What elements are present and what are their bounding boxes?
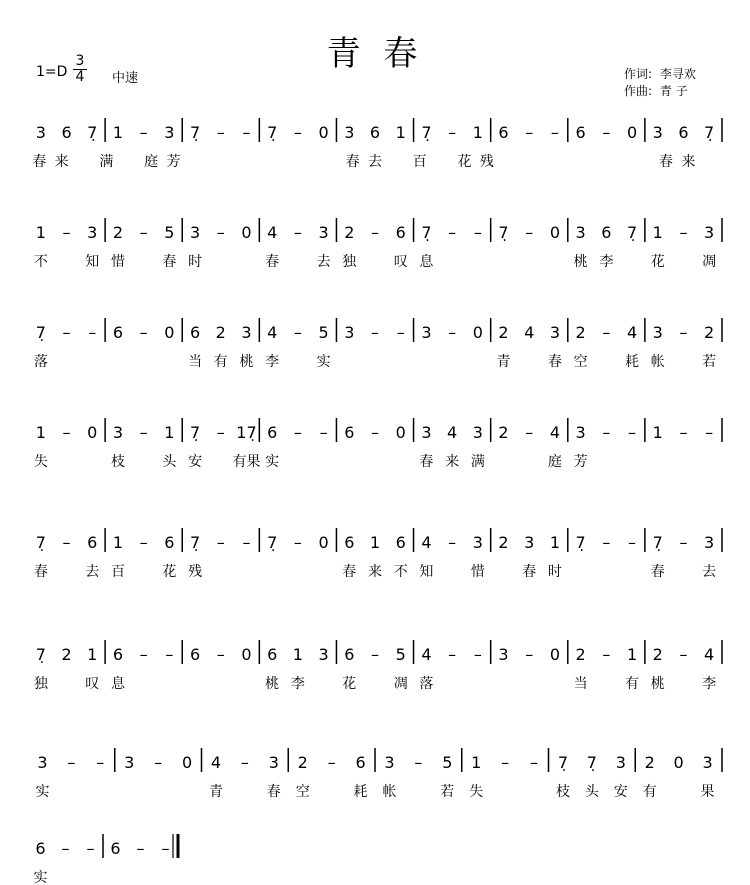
note: 2: [61, 645, 72, 664]
note: 3: [575, 423, 586, 442]
lyric-syllable: 有: [213, 354, 228, 370]
note: 7̣: [421, 123, 432, 142]
note: 2: [575, 323, 586, 342]
note: 6: [267, 645, 278, 664]
lyric-syllable: 当: [573, 676, 588, 692]
note: 3: [702, 753, 713, 772]
note: 3: [524, 533, 535, 552]
lyric-syllable: 耗: [625, 354, 640, 370]
note: 0: [395, 423, 406, 442]
note: 3: [384, 753, 395, 772]
note: 0: [241, 223, 252, 242]
lyric-syllable: 安: [613, 784, 628, 800]
note: 3: [268, 753, 279, 772]
lyric-syllable: 来: [681, 154, 696, 170]
dash-mark: –: [216, 123, 225, 142]
lyric-syllable: 花: [457, 154, 472, 170]
lyric-syllable: 春: [162, 254, 177, 270]
lyric-syllable: 去: [85, 564, 100, 580]
lyric-syllable: 芳: [166, 154, 181, 170]
dash-mark: –: [161, 839, 170, 858]
lyric-syllable: 春: [522, 564, 537, 580]
dash-mark: –: [448, 645, 457, 664]
page-title: 青 春: [326, 34, 424, 74]
lyric-syllable: 头: [584, 784, 599, 800]
note: 4: [421, 645, 432, 664]
lyric-syllable: 去: [702, 564, 717, 580]
note: 3: [318, 645, 329, 664]
staff-row: [32, 118, 722, 170]
note: 2: [704, 323, 715, 342]
lyric-syllable: 帐: [382, 784, 397, 800]
lyric-syllable: 息: [419, 254, 434, 270]
note: 3: [421, 423, 432, 442]
dash-mark: –: [414, 753, 423, 772]
composer-role: 作曲:: [624, 84, 653, 98]
dash-mark: –: [525, 423, 534, 442]
lyric-syllable: 庭: [547, 454, 562, 470]
lyric-syllable: 桃: [573, 254, 588, 270]
lyric-syllable: 来: [54, 154, 69, 170]
dash-mark: –: [525, 645, 534, 664]
note: 2: [112, 223, 124, 242]
dash-mark: –: [86, 839, 95, 858]
note: 6: [344, 423, 355, 442]
lyric-syllable: 春: [265, 254, 280, 270]
note: 6: [267, 423, 278, 442]
dash-mark: –: [448, 123, 457, 142]
lyric-syllable: 春: [266, 784, 281, 800]
lyric-syllable: 凋: [702, 254, 717, 270]
note: 3: [472, 533, 483, 552]
key-signature: 1=D: [36, 64, 68, 80]
dash-mark: –: [139, 223, 148, 242]
lyric-syllable: 果: [700, 784, 715, 800]
lyric-syllable: 头: [162, 454, 177, 470]
note: 4: [524, 323, 535, 342]
dash-mark: –: [530, 753, 539, 772]
note: 3: [344, 323, 355, 342]
lyric-syllable: 时: [547, 564, 562, 580]
note: 0: [472, 323, 483, 342]
note: 6: [35, 839, 46, 858]
dash-mark: –: [154, 753, 163, 772]
note: 3: [164, 123, 175, 142]
note: 4: [549, 423, 561, 442]
note: 7̣: [189, 423, 201, 442]
dash-mark: –: [293, 323, 302, 342]
lyric-syllable: 知: [419, 564, 434, 580]
note: 7̣: [586, 753, 597, 772]
dash-mark: –: [371, 223, 379, 242]
dash-mark: –: [139, 533, 148, 552]
lyric-syllable: 花: [342, 676, 357, 692]
note: 3: [112, 423, 124, 442]
note: 7̣: [421, 223, 432, 242]
dash-mark: –: [61, 839, 70, 858]
note: 6: [395, 533, 406, 552]
lyric-syllable: 知: [85, 254, 100, 270]
note: 0: [87, 423, 98, 442]
note: 17̣: [236, 423, 257, 442]
note: 7̣: [498, 223, 509, 242]
dash-mark: –: [319, 423, 328, 442]
note: 1: [87, 645, 98, 664]
dash-mark: –: [62, 323, 71, 342]
lyric-syllable: 实: [35, 784, 50, 800]
note: 0: [181, 753, 193, 772]
note: 4: [704, 645, 715, 664]
note: 3: [189, 223, 201, 242]
note: 3: [652, 323, 663, 342]
staff-row: [34, 418, 722, 470]
note: 1: [112, 123, 124, 142]
staff-row: [34, 318, 722, 370]
lyric-syllable: 不: [393, 564, 408, 580]
lyric-syllable: 春: [345, 154, 360, 170]
lyric-syllable: 李: [290, 676, 305, 692]
lyric-syllable: 当: [188, 354, 203, 370]
lyric-syllable: 李: [702, 676, 717, 692]
note: 1: [626, 645, 638, 664]
note: 1: [472, 123, 483, 142]
dash-mark: –: [165, 645, 174, 664]
dash-mark: –: [602, 533, 611, 552]
note: 6: [112, 645, 124, 664]
lyric-syllable: 满: [99, 154, 114, 170]
dash-mark: –: [602, 423, 611, 442]
lyric-syllable: 满: [470, 454, 485, 470]
dash-mark: –: [242, 123, 251, 142]
note: 6: [575, 123, 586, 142]
dash-mark: –: [62, 533, 71, 552]
note: 3: [549, 323, 561, 342]
dash-mark: –: [679, 423, 688, 442]
note: 7̣: [575, 533, 586, 552]
note: 2: [297, 753, 308, 772]
note: 2: [652, 645, 663, 664]
lyric-syllable: 花: [162, 564, 177, 580]
dash-mark: –: [679, 533, 688, 552]
note: 7̣: [87, 123, 98, 142]
dash-mark: –: [371, 423, 379, 442]
note: 3: [498, 645, 509, 664]
dash-mark: –: [216, 645, 225, 664]
note: 3: [472, 423, 483, 442]
note: 3: [241, 323, 252, 342]
dash-mark: –: [602, 645, 611, 664]
lyric-syllable: 桃: [265, 676, 280, 692]
dash-mark: –: [216, 423, 225, 442]
note: 3: [318, 223, 329, 242]
lyric-syllable: 枝: [555, 784, 570, 800]
note: 3: [344, 123, 355, 142]
dash-mark: –: [602, 123, 611, 142]
dash-mark: –: [88, 323, 97, 342]
note: 5: [318, 323, 329, 342]
lyric-syllable: 残: [188, 564, 203, 580]
note: 2: [344, 223, 355, 242]
staff-row: [34, 218, 722, 270]
lyric-syllable: 百: [412, 154, 427, 170]
lyric-syllable: 有: [625, 676, 640, 692]
lyric-syllable: 春: [342, 564, 357, 580]
note: 5: [395, 645, 406, 664]
note: 0: [626, 123, 638, 142]
note: 2: [498, 533, 509, 552]
note: 3: [575, 223, 586, 242]
dash-mark: –: [679, 323, 688, 342]
lyric-syllable: 青: [496, 354, 511, 370]
dash-mark: –: [473, 645, 482, 664]
note: 0: [673, 753, 684, 772]
dash-mark: –: [67, 753, 76, 772]
lyric-syllable: 李: [265, 354, 280, 370]
note: 2: [498, 323, 509, 342]
staff-row: [34, 640, 722, 692]
note: 3: [35, 123, 46, 142]
lyric-syllable: 百: [110, 564, 125, 580]
dash-mark: –: [448, 533, 457, 552]
note: 7̣: [189, 123, 201, 142]
lyric-syllable: 凋: [393, 676, 408, 692]
dash-mark: –: [628, 423, 637, 442]
note: 6: [678, 123, 689, 142]
dash-mark: –: [96, 753, 105, 772]
note: 6: [87, 533, 98, 552]
dash-mark: –: [139, 323, 148, 342]
dash-mark: –: [705, 423, 714, 442]
dash-mark: –: [139, 123, 148, 142]
note: 3: [704, 533, 715, 552]
dash-mark: –: [628, 533, 637, 552]
lyric-syllable: 青: [208, 784, 223, 800]
note: 3: [704, 223, 715, 242]
note: 6: [344, 645, 355, 664]
note: 5: [442, 753, 453, 772]
note: 6: [498, 123, 509, 142]
note: 6: [355, 753, 366, 772]
lyric-syllable: 春: [33, 564, 48, 580]
dash-mark: –: [501, 753, 510, 772]
lyric-syllable: 李: [599, 254, 614, 270]
lyric-syllable: 芳: [573, 454, 588, 470]
dash-mark: –: [679, 645, 688, 664]
lyric-syllable: 有: [642, 784, 657, 800]
note: 3: [37, 753, 48, 772]
lyric-syllable: 去: [316, 254, 331, 270]
lyric-syllable: 来: [368, 564, 382, 580]
note: 0: [241, 645, 252, 664]
lyric-syllable: 叹: [85, 676, 100, 692]
dash-mark: –: [550, 123, 559, 142]
lyric-syllable: 花: [650, 254, 665, 270]
note: 7̣: [35, 323, 46, 342]
lyric-syllable: 若: [702, 354, 717, 370]
note: 0: [549, 223, 561, 242]
dash-mark: –: [679, 223, 688, 242]
note: 3: [652, 123, 663, 142]
lyric-syllable: 春: [419, 454, 434, 470]
lyric-syllable: 桃: [650, 676, 665, 692]
note: 0: [164, 323, 175, 342]
composer-name: 青 子: [659, 84, 688, 98]
dash-mark: –: [293, 223, 302, 242]
dash-mark: –: [525, 223, 534, 242]
note: 1: [369, 533, 381, 552]
lyric-syllable: 惜: [110, 254, 125, 270]
note: 7̣: [652, 533, 663, 552]
note: 6: [601, 223, 612, 242]
dash-mark: –: [136, 839, 145, 858]
note: 6: [344, 533, 355, 552]
lyricist-name: 李寻欢: [659, 67, 696, 81]
time-signature-top: 3: [73, 54, 87, 70]
note: 3: [124, 753, 135, 772]
note: 6: [369, 123, 381, 142]
lyric-syllable: 息: [110, 676, 125, 692]
dash-mark: –: [448, 223, 457, 242]
lyric-syllable: 失: [469, 784, 484, 800]
note: 2: [644, 753, 655, 772]
lyric-syllable: 独: [342, 254, 357, 270]
lyric-syllable: 空: [295, 784, 310, 800]
dash-mark: –: [240, 753, 249, 772]
dash-mark: –: [139, 423, 148, 442]
note: 1: [112, 533, 124, 552]
note: 3: [615, 753, 626, 772]
lyric-syllable: 帐: [650, 354, 665, 370]
lyric-syllable: 有果: [232, 454, 261, 470]
note: 4: [626, 323, 638, 342]
dash-mark: –: [216, 533, 225, 552]
note: 3: [87, 223, 98, 242]
lyric-syllable: 实: [316, 354, 331, 370]
note: 3: [421, 323, 432, 342]
note: 0: [318, 123, 329, 142]
lyricist-role: 作词:: [624, 67, 653, 81]
note: 7̣: [626, 223, 638, 242]
note: 1: [292, 645, 303, 664]
dash-mark: –: [602, 323, 611, 342]
lyric-syllable: 耗: [353, 784, 368, 800]
note: 2: [498, 423, 509, 442]
lyric-syllable: 枝: [110, 454, 125, 470]
note: 4: [267, 323, 278, 342]
dash-mark: –: [371, 323, 379, 342]
lyric-syllable: 来: [445, 454, 460, 470]
note: 2: [575, 645, 586, 664]
note: 2: [215, 323, 226, 342]
staff-row: [35, 748, 722, 800]
lyric-syllable: 叹: [393, 254, 408, 270]
note: 1: [164, 423, 175, 442]
lyric-syllable: 时: [188, 254, 203, 270]
note: 6: [189, 645, 201, 664]
note: 4: [267, 223, 278, 242]
lyric-syllable: 落: [33, 354, 48, 370]
note: 7̣: [267, 533, 278, 552]
lyric-syllable: 去: [368, 154, 382, 170]
note: 5: [164, 223, 175, 242]
dash-mark: –: [216, 223, 225, 242]
note: 7̣: [35, 533, 46, 552]
time-signature-bottom: 4: [75, 69, 85, 85]
lyric-syllable: 春: [32, 154, 47, 170]
note: 4: [421, 533, 432, 552]
note: 7̣: [267, 123, 278, 142]
note: 1: [35, 423, 46, 442]
lyric-syllable: 实: [265, 454, 280, 470]
note: 7̣: [704, 123, 715, 142]
dash-mark: –: [327, 753, 336, 772]
note: 7̣: [557, 753, 569, 772]
lyric-syllable: 若: [440, 784, 455, 800]
lyric-syllable: 残: [479, 154, 494, 170]
note: 7̣: [189, 533, 201, 552]
note: 1: [395, 123, 406, 142]
note: 4: [447, 423, 458, 442]
dash-mark: –: [293, 423, 302, 442]
note: 7̣: [35, 645, 46, 664]
staff-row: [34, 528, 722, 580]
dash-mark: –: [448, 323, 457, 342]
lyric-syllable: 春: [547, 354, 562, 370]
lyric-syllable: 春: [650, 564, 665, 580]
dash-mark: –: [396, 323, 405, 342]
lyric-syllable: 空: [573, 354, 588, 370]
dash-mark: –: [62, 223, 71, 242]
lyric-syllable: 实: [33, 870, 48, 885]
lyric-syllable: 春: [659, 154, 674, 170]
note: 1: [652, 223, 663, 242]
note: 6: [112, 323, 124, 342]
lyric-syllable: 独: [33, 676, 48, 692]
lyric-syllable: 失: [33, 454, 48, 470]
dash-mark: –: [371, 645, 379, 664]
note: 0: [549, 645, 561, 664]
dash-mark: –: [242, 533, 251, 552]
note: 6: [164, 533, 175, 552]
note: 1: [652, 423, 663, 442]
lyric-syllable: 庭: [144, 154, 159, 170]
dash-mark: –: [139, 645, 148, 664]
lyric-syllable: 安: [188, 454, 203, 470]
note: 4: [210, 753, 222, 772]
dash-mark: –: [62, 423, 71, 442]
note: 0: [318, 533, 329, 552]
note: 6: [395, 223, 406, 242]
note: 1: [549, 533, 561, 552]
note: 6: [110, 839, 121, 858]
lyric-syllable: 不: [33, 254, 48, 270]
lyric-syllable: 落: [419, 676, 434, 692]
note: 1: [35, 223, 46, 242]
tempo-marking: 中速: [112, 71, 139, 86]
lyric-syllable: 惜: [470, 564, 485, 580]
dash-mark: –: [293, 123, 302, 142]
lyric-syllable: 桃: [239, 354, 254, 370]
dash-mark: –: [293, 533, 302, 552]
note: 6: [61, 123, 72, 142]
note: 1: [471, 753, 482, 772]
note: 6: [189, 323, 201, 342]
dash-mark: –: [473, 223, 482, 242]
dash-mark: –: [525, 123, 534, 142]
staff-row: [34, 834, 179, 885]
